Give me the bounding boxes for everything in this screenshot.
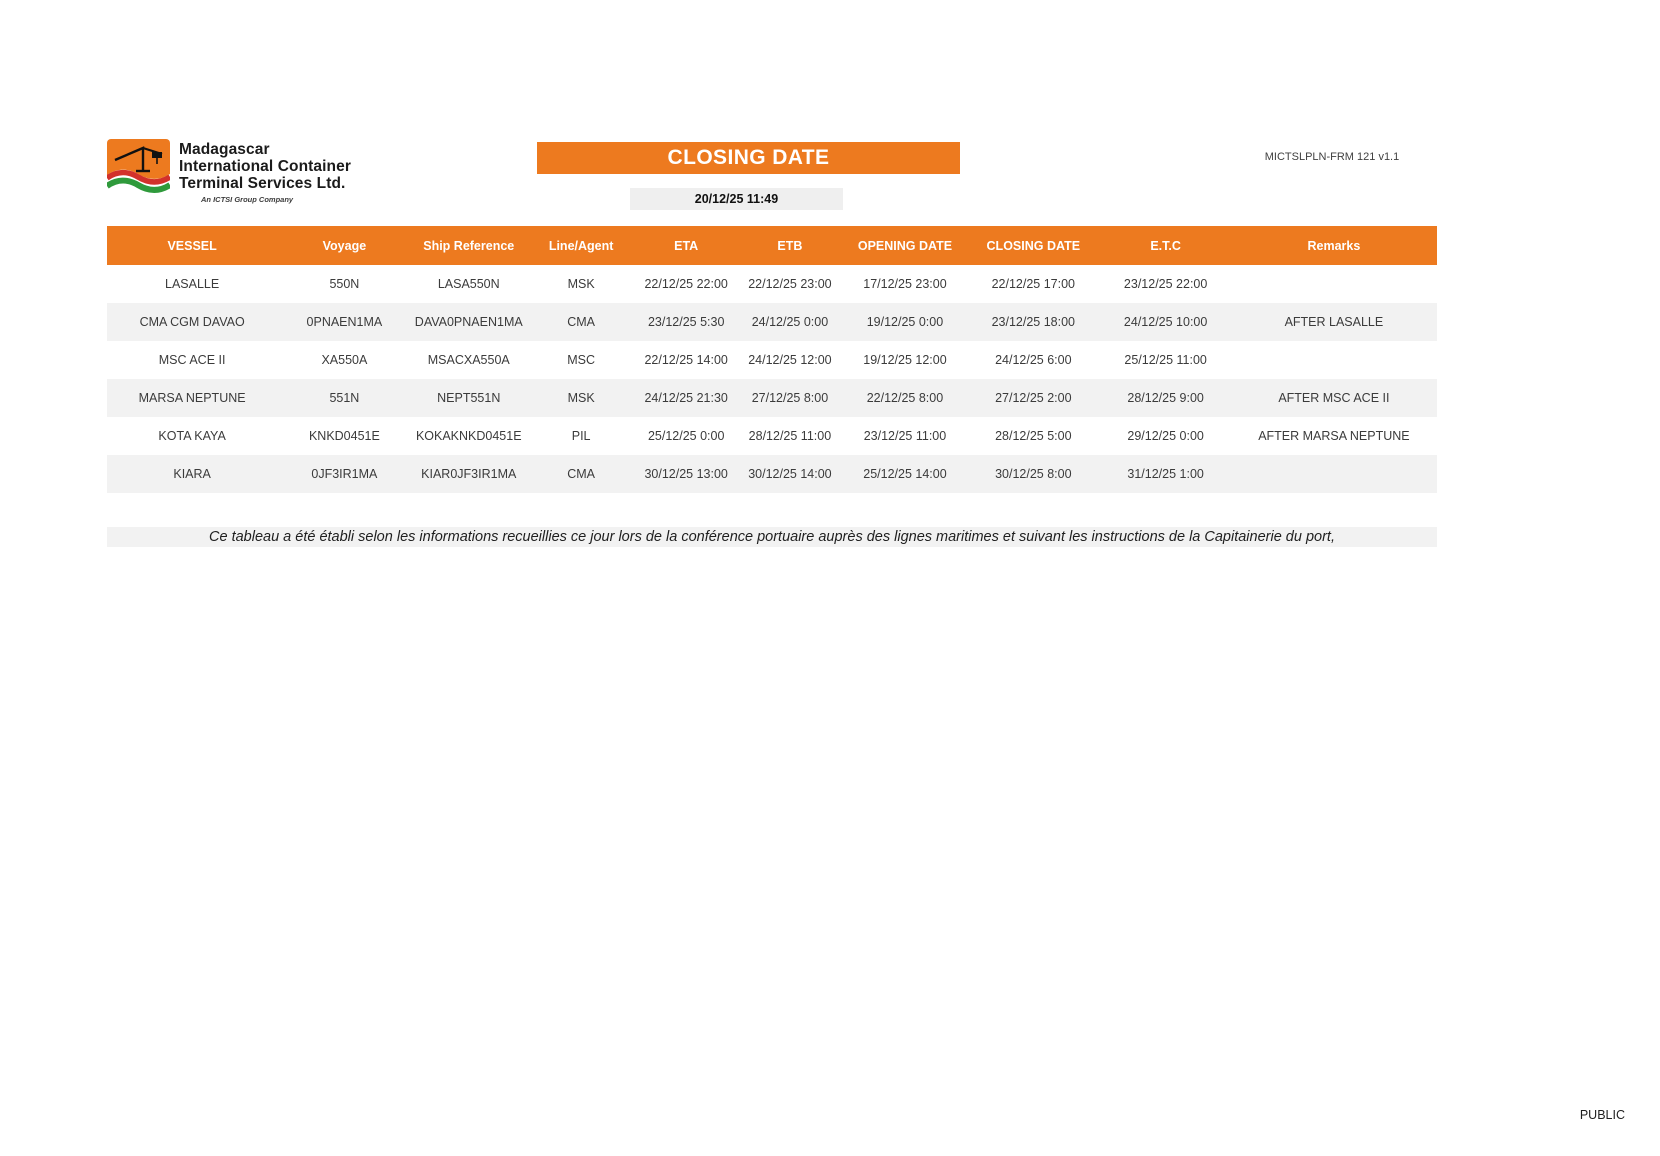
table-row bbox=[107, 341, 1437, 379]
table-cell: 31/12/25 1:00 bbox=[1127, 467, 1204, 481]
table-cell: XA550A bbox=[321, 353, 368, 367]
table-cell: 25/12/25 0:00 bbox=[647, 429, 725, 443]
table-cell: LASA550N bbox=[437, 277, 500, 291]
table-cell: 30/12/25 8:00 bbox=[995, 467, 1072, 481]
table-cell: 22/12/25 8:00 bbox=[866, 391, 944, 405]
logo-tagline: An ICTSI Group Company bbox=[201, 195, 294, 205]
table-cell: KIAR0JF3IR1MA bbox=[421, 467, 517, 481]
table-cell: 23/12/25 18:00 bbox=[991, 315, 1076, 329]
port-conference-note: Ce tableau a été établi selon les informations recueillies ce jour lors de la conférence portuaire auprès des lignes maritimes et suivant les instructions de la Capitainerie du port, bbox=[107, 527, 1437, 547]
vessel-schedule-table bbox=[107, 226, 1437, 493]
column-header: ETA bbox=[636, 226, 736, 265]
table-header-row bbox=[107, 226, 1437, 265]
table-cell: 551N bbox=[329, 391, 360, 405]
table-cell: 24/12/25 0:00 bbox=[751, 315, 829, 329]
table-cell: 28/12/25 9:00 bbox=[1127, 391, 1204, 405]
table-cell bbox=[1231, 341, 1437, 379]
table-row bbox=[107, 417, 1437, 455]
table-cell: 22/12/25 17:00 bbox=[991, 277, 1076, 291]
table-cell bbox=[1231, 265, 1437, 303]
vessel-table-body bbox=[107, 265, 1437, 493]
table-cell: 19/12/25 12:00 bbox=[863, 353, 947, 367]
column-header: Line/Agent bbox=[526, 226, 636, 265]
table-cell: 29/12/25 0:00 bbox=[1127, 429, 1204, 443]
table-cell: 30/12/25 14:00 bbox=[748, 467, 832, 481]
table-cell: MSC bbox=[567, 353, 596, 367]
table-cell: 0PNAEN1MA bbox=[306, 315, 383, 329]
column-header: CLOSING DATE bbox=[966, 226, 1100, 265]
column-header: ETB bbox=[736, 226, 844, 265]
table-cell: MSC ACE II bbox=[158, 353, 226, 367]
table-cell: 23/12/25 22:00 bbox=[1123, 277, 1208, 291]
logo-line-2: International Container bbox=[179, 158, 351, 176]
table-cell: CMA bbox=[567, 315, 596, 329]
table-cell: 25/12/25 11:00 bbox=[1124, 353, 1207, 367]
table-cell: CMA CGM DAVAO bbox=[139, 315, 245, 329]
table-row bbox=[107, 265, 1437, 303]
document-reference: MICTSLPLN-FRM 121 v1.1 bbox=[1264, 151, 1400, 163]
column-header: OPENING DATE bbox=[844, 226, 966, 265]
table-cell: 22/12/25 14:00 bbox=[644, 353, 728, 367]
table-row bbox=[107, 455, 1437, 493]
column-header: Remarks bbox=[1231, 226, 1437, 265]
logo-text-block bbox=[179, 139, 351, 204]
table-row bbox=[107, 303, 1437, 341]
table-cell: 23/12/25 11:00 bbox=[863, 429, 947, 443]
table-cell: MSACXA550A bbox=[427, 353, 510, 367]
table-cell: CMA bbox=[567, 467, 596, 481]
table-row bbox=[107, 379, 1437, 417]
table-cell: 24/12/25 12:00 bbox=[748, 353, 832, 367]
table-cell: 24/12/25 10:00 bbox=[1123, 315, 1208, 329]
table-cell: KOKAKNKD0451E bbox=[415, 429, 522, 443]
column-header: VESSEL bbox=[107, 226, 277, 265]
column-header: E.T.C bbox=[1100, 226, 1230, 265]
table-cell: 22/12/25 22:00 bbox=[644, 277, 728, 291]
logo-line-3: Terminal Services Ltd. bbox=[179, 175, 346, 193]
table-cell: MSK bbox=[567, 391, 595, 405]
table-cell: MSK bbox=[567, 277, 595, 291]
table-cell: 550N bbox=[329, 277, 360, 291]
table-cell: AFTER LASALLE bbox=[1284, 315, 1384, 329]
logo-crane-icon bbox=[107, 139, 170, 197]
table-cell: PIL bbox=[571, 429, 591, 443]
table-cell: 30/12/25 13:00 bbox=[644, 467, 728, 481]
table-cell: 27/12/25 2:00 bbox=[995, 391, 1072, 405]
table-cell: 23/12/25 5:30 bbox=[647, 315, 725, 329]
table-cell: 28/12/25 11:00 bbox=[748, 429, 832, 443]
table-cell: MARSA NEPTUNE bbox=[138, 391, 246, 405]
table-cell: AFTER MARSA NEPTUNE bbox=[1258, 429, 1410, 443]
table-cell: DAVA0PNAEN1MA bbox=[414, 315, 523, 329]
table-cell: AFTER MSC ACE II bbox=[1278, 391, 1390, 405]
table-cell: 19/12/25 0:00 bbox=[866, 315, 944, 329]
table-cell: 17/12/25 23:00 bbox=[863, 277, 947, 291]
table-cell: 0JF3IR1MA bbox=[311, 467, 378, 481]
table-cell bbox=[1231, 455, 1437, 493]
table-cell: 25/12/25 14:00 bbox=[863, 467, 947, 481]
table-cell: 27/12/25 8:00 bbox=[751, 391, 829, 405]
column-header: Voyage bbox=[277, 226, 411, 265]
logo-line-1: Madagascar bbox=[179, 141, 270, 158]
table-cell: 28/12/25 5:00 bbox=[995, 429, 1072, 443]
company-logo bbox=[107, 139, 351, 204]
table-cell: 24/12/25 21:30 bbox=[644, 391, 728, 405]
table-cell: 22/12/25 23:00 bbox=[748, 277, 832, 291]
page-title: CLOSING DATE bbox=[667, 146, 830, 169]
flag-waves-icon bbox=[107, 165, 170, 195]
classification-label: PUBLIC bbox=[1579, 1108, 1625, 1122]
table-cell: LASALLE bbox=[165, 277, 220, 291]
table-cell: KNKD0451E bbox=[308, 429, 380, 443]
table-cell: KIARA bbox=[173, 467, 211, 481]
title-banner bbox=[537, 142, 960, 174]
table-cell: KOTA KAYA bbox=[158, 429, 226, 443]
table-cell: NEPT551N bbox=[437, 391, 501, 405]
report-datetime: 20/12/25 11:49 bbox=[630, 188, 843, 210]
table-cell: 24/12/25 6:00 bbox=[995, 353, 1072, 367]
column-header: Ship Reference bbox=[412, 226, 526, 265]
